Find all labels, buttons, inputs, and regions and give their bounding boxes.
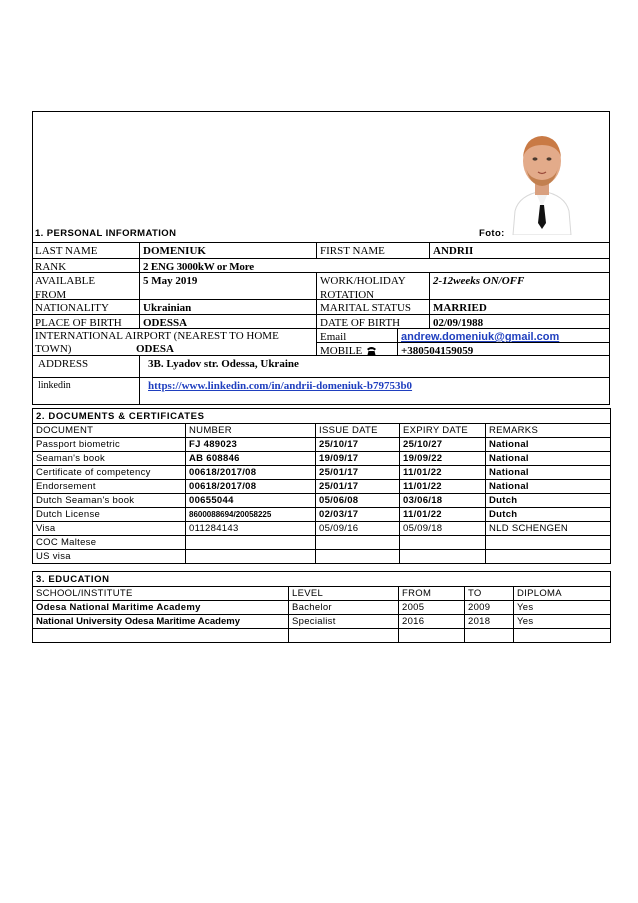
nationality-value: Ukrainian — [139, 300, 316, 314]
table-row — [33, 629, 611, 643]
document-name: Certificate of competency — [33, 466, 186, 480]
row-nationality — [32, 299, 610, 314]
airport-value: ODESA — [136, 343, 174, 355]
document-number — [186, 536, 316, 550]
document-number: 8600088694/20058225 — [186, 508, 316, 522]
row-birth — [32, 314, 610, 328]
issue-date: 19/09/17 — [316, 452, 400, 466]
row-linkedin — [32, 377, 610, 404]
remarks: National — [486, 452, 611, 466]
from-year — [399, 629, 465, 643]
personal-section-header — [35, 228, 607, 239]
education-level: Specialist — [289, 615, 399, 629]
school-name: Odesa National Maritime Academy — [33, 601, 289, 615]
expiry-date: 11/01/22 — [400, 480, 486, 494]
phone-icon — [366, 346, 377, 355]
mobile-label: MOBILE — [320, 345, 363, 355]
documents-section-title: 2. DOCUMENTS & CERTIFICATES — [33, 409, 611, 424]
column-header: LEVEL — [289, 587, 399, 601]
document-name: Visa — [33, 522, 186, 536]
issue-date — [316, 550, 400, 564]
marital-status-label: MARITAL STATUS — [316, 300, 429, 314]
available-label: AVAILABLE FROM — [35, 275, 96, 299]
birthplace-label: PLACE OF BIRTH — [35, 317, 122, 328]
expiry-date — [400, 536, 486, 550]
table-row — [33, 615, 611, 629]
document-number: 00618/2017/08 — [186, 466, 316, 480]
table-row — [33, 601, 611, 615]
first-name-value: ANDRII — [429, 243, 610, 258]
document-number: 011284143 — [186, 522, 316, 536]
diploma: Yes — [514, 601, 611, 615]
expiry-date: 03/06/18 — [400, 494, 486, 508]
row-availability — [32, 272, 610, 299]
column-header: DOCUMENT — [33, 424, 186, 438]
document-number — [186, 550, 316, 564]
column-header: NUMBER — [186, 424, 316, 438]
school-name: National University Odesa Maritime Academy — [33, 615, 289, 629]
column-header: EXPIRY DATE — [400, 424, 486, 438]
document-name: Dutch License — [33, 508, 186, 522]
column-header: DIPLOMA — [514, 587, 611, 601]
row-airport-contact — [32, 328, 610, 355]
remarks: National — [486, 438, 611, 452]
diploma — [514, 629, 611, 643]
address-value: 3B. Lyadov str. Odessa, Ukraine — [139, 356, 610, 377]
document-number: 00655044 — [186, 494, 316, 508]
linkedin-cell — [139, 378, 610, 404]
issue-date — [316, 536, 400, 550]
table-row — [33, 466, 611, 480]
issue-date: 25/10/17 — [316, 438, 400, 452]
documents-table — [32, 408, 611, 564]
row-rank — [32, 258, 610, 272]
remarks: NLD SCHENGEN — [486, 522, 611, 536]
expiry-date: 19/09/22 — [400, 452, 486, 466]
mobile-label-cell — [316, 342, 397, 355]
remarks — [486, 550, 611, 564]
document-name: Dutch Seaman's book — [33, 494, 186, 508]
education-title-row — [33, 572, 611, 587]
education-section-title: 3. EDUCATION — [33, 572, 611, 587]
education-header-row — [33, 587, 611, 601]
table-row — [33, 536, 611, 550]
column-header: TO — [465, 587, 514, 601]
rank-value: 2 ENG 3000kW or More — [139, 259, 316, 272]
airport-cell — [32, 329, 316, 355]
birthplace-value: ODESSA — [139, 315, 316, 328]
to-year: 2009 — [465, 601, 514, 615]
issue-date: 05/09/16 — [316, 522, 400, 536]
from-year: 2016 — [399, 615, 465, 629]
linkedin-label: linkedin — [38, 380, 71, 391]
documents-header-row — [33, 424, 611, 438]
rotation-label: WORK/HOLIDAY ROTATION — [316, 273, 429, 299]
last-name-value: DOMENIUK — [139, 243, 316, 258]
linkedin-link[interactable]: https://www.linkedin.com/in/andrii-domeniuk-b79753b0 — [148, 380, 413, 392]
column-header: FROM — [399, 587, 465, 601]
issue-date: 25/01/17 — [316, 466, 400, 480]
issue-date: 05/06/08 — [316, 494, 400, 508]
personal-section-title: 1. PERSONAL INFORMATION — [35, 228, 177, 239]
email-cell — [397, 329, 610, 343]
table-row — [33, 508, 611, 522]
to-year — [465, 629, 514, 643]
mobile-value: +380504159059 — [397, 342, 610, 355]
education-level: Bachelor — [289, 601, 399, 615]
birthdate-label: DATE OF BIRTH — [316, 315, 429, 328]
column-header: REMARKS — [486, 424, 611, 438]
foto-label: Foto: — [479, 228, 505, 239]
document-name: Endorsement — [33, 480, 186, 494]
table-row — [33, 550, 611, 564]
expiry-date: 05/09/18 — [400, 522, 486, 536]
marital-status-value: MARRIED — [429, 300, 610, 314]
from-year: 2005 — [399, 601, 465, 615]
first-name-label: FIRST NAME — [316, 243, 429, 258]
document-name: Passport biometric — [33, 438, 186, 452]
available-value: 5 May 2019 — [139, 273, 316, 299]
rank-label: RANK — [35, 261, 67, 272]
remarks: National — [486, 480, 611, 494]
nationality-label: NATIONALITY — [35, 302, 109, 314]
expiry-date: 11/01/22 — [400, 466, 486, 480]
issue-date: 02/03/17 — [316, 508, 400, 522]
table-row — [33, 494, 611, 508]
table-row — [33, 452, 611, 466]
document-number: FJ 489023 — [186, 438, 316, 452]
remarks: Dutch — [486, 494, 611, 508]
remarks: Dutch — [486, 508, 611, 522]
airport-label: INTERNATIONAL AIRPORT (NEAREST TO HOME TOWN) — [35, 330, 279, 355]
column-header: ISSUE DATE — [316, 424, 400, 438]
school-name — [33, 629, 289, 643]
birthdate-value: 02/09/1988 — [429, 315, 610, 328]
row-names — [32, 242, 610, 258]
table-row — [33, 480, 611, 494]
education-level — [289, 629, 399, 643]
address-label: ADDRESS — [38, 358, 89, 370]
to-year: 2018 — [465, 615, 514, 629]
profile-photo — [509, 123, 575, 235]
row-address — [32, 355, 610, 377]
document-number: AB 608846 — [186, 452, 316, 466]
document-name: US visa — [33, 550, 186, 564]
remarks: National — [486, 466, 611, 480]
table-row — [33, 438, 611, 452]
expiry-date — [400, 550, 486, 564]
diploma: Yes — [514, 615, 611, 629]
email-link[interactable]: andrew.domeniuk@gmail.com — [401, 331, 560, 343]
remarks — [486, 536, 611, 550]
document-name: COC Maltese — [33, 536, 186, 550]
column-header: SCHOOL/INSTITUTE — [33, 587, 289, 601]
table-row — [33, 522, 611, 536]
document-name: Seaman's book — [33, 452, 186, 466]
documents-title-row — [33, 409, 611, 424]
last-name-label: LAST NAME — [35, 245, 98, 257]
expiry-date: 25/10/27 — [400, 438, 486, 452]
education-table — [32, 571, 611, 643]
document-number: 00618/2017/08 — [186, 480, 316, 494]
issue-date: 25/01/17 — [316, 480, 400, 494]
rotation-value: 2-12weeks ON/OFF — [429, 273, 610, 299]
email-label: Email — [316, 329, 397, 343]
expiry-date: 11/01/22 — [400, 508, 486, 522]
